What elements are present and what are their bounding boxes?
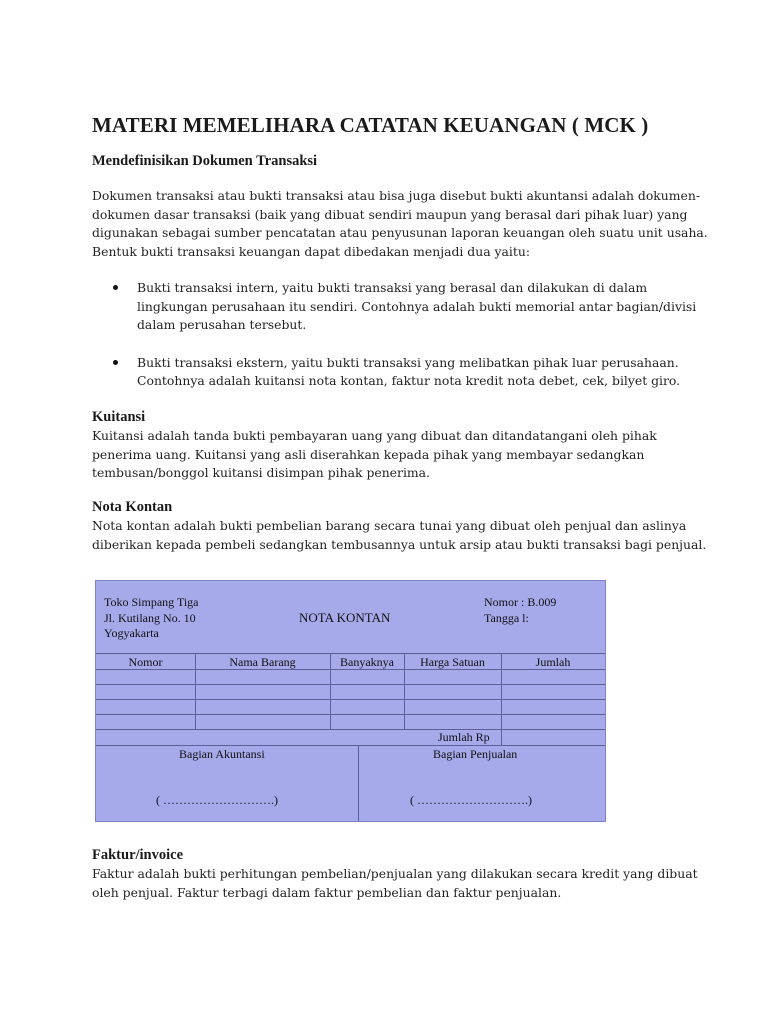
text-line: dokumen dasar transaksi (baik yang dibuat sendiri maupun yang berasal dari pihak luar) yang <box>92 206 688 222</box>
paragraph-nota-kontan <box>92 517 707 554</box>
text-line: tembusan/bonggol kuitansi disimpan pihak penerima. <box>92 465 430 480</box>
paragraph-faktur <box>92 865 698 902</box>
table-border <box>96 699 605 700</box>
total-label: Jumlah Rp <box>438 730 490 744</box>
text-line: Bukti transaksi ekstern, yaitu bukti transaksi yang melibatkan pihak luar perusahaan. <box>137 354 679 370</box>
text-line: Contohnya adalah kuitansi nota kontan, faktur nota kredit nota debet, cek, bilyet giro. <box>137 373 681 388</box>
table-border <box>96 714 605 715</box>
text-line: oleh penjual. Faktur terbagi dalam faktur pembelian dan faktur penjualan. <box>92 884 562 900</box>
column-header: Jumlah <box>535 655 571 669</box>
text-line: Bentuk bukti transaksi keuangan dapat dibedakan menjadi dua yaitu: <box>92 243 531 259</box>
paragraph-kuitansi <box>92 427 692 483</box>
list-item <box>92 279 697 335</box>
table-border <box>96 653 605 654</box>
store-name: Toko Simpang Tiga <box>104 595 199 609</box>
text-line: penerima uang. Kuitansi yang asli diserahkan kepada pihak yang membayar sedangkan <box>92 446 645 462</box>
table-border <box>96 729 605 730</box>
list-item <box>92 354 692 391</box>
text-line: digunakan sebagai sumber pencatatan atau penyusunan laporan keuangan oleh suatu unit usaha. <box>92 225 708 240</box>
column-header: Harga Satuan <box>420 655 485 669</box>
text-line: dalam perusahan tersebut. <box>137 317 307 332</box>
text-line: diberikan kepada pembeli sedangkan tembusannya untuk arsip atau bukti transaksi bagi penjual. <box>92 536 707 552</box>
text-line: Faktur adalah bukti perhitungan pembelian/penjualan yang dilakukan secara kredit yang dibuat <box>92 866 698 881</box>
section-heading-dokumen-transaksi: Mendefinisikan Dokumen Transaksi <box>92 153 318 169</box>
sign-right-label: Bagian Penjualan <box>433 747 518 761</box>
store-address: Jl. Kutilang No. 10 <box>104 611 196 625</box>
text-line: Nota kontan adalah bukti pembelian barang secara tunai yang dibuat oleh penjual dan aslinya <box>92 518 687 533</box>
table-border <box>96 684 605 685</box>
text-line: Bukti transaksi intern, yaitu bukti transaksi yang berasal dan dilakukan di dalam <box>137 280 648 295</box>
bullet-list <box>92 279 697 391</box>
sign-left-line: ( ……………………….) <box>156 793 278 807</box>
page-title: MATERI MEMELIHARA CATATAN KEUANGAN ( MCK ) <box>92 113 649 137</box>
tanggal-label: Tangga l: <box>484 611 529 625</box>
form-title: NOTA KONTAN <box>299 610 391 625</box>
text-line: Dokumen transaksi atau bukti transaksi atau bisa juga disebut bukti akuntansi adalah dokumen- <box>92 188 701 203</box>
nomor-label: Nomor : B.009 <box>484 595 557 609</box>
bullet-icon <box>113 360 118 365</box>
sign-right-line: ( ……………………….) <box>410 793 532 807</box>
nota-kontan-form <box>95 580 606 822</box>
column-header: Banyaknya <box>340 655 394 669</box>
section-heading-nota-kontan: Nota Kontan <box>92 499 173 515</box>
column-header: Nama Barang <box>229 655 296 669</box>
sign-left-label: Bagian Akuntansi <box>179 747 265 761</box>
table-border <box>358 745 359 821</box>
column-header: Nomor <box>128 655 163 669</box>
section-heading-kuitansi: Kuitansi <box>92 409 146 425</box>
paragraph-dokumen-transaksi <box>92 187 708 261</box>
store-city: Yogyakarta <box>104 626 159 640</box>
table-border <box>96 745 605 746</box>
text-line: lingkungan perusahaan itu sendiri. Contohnya adalah bukti memorial antar bagian/divisi <box>137 298 697 314</box>
section-heading-faktur: Faktur/invoice <box>92 847 184 863</box>
bullet-icon <box>113 285 118 290</box>
text-line: Kuitansi adalah tanda bukti pembayaran uang yang dibuat dan ditandatangani oleh pihak <box>92 428 657 443</box>
